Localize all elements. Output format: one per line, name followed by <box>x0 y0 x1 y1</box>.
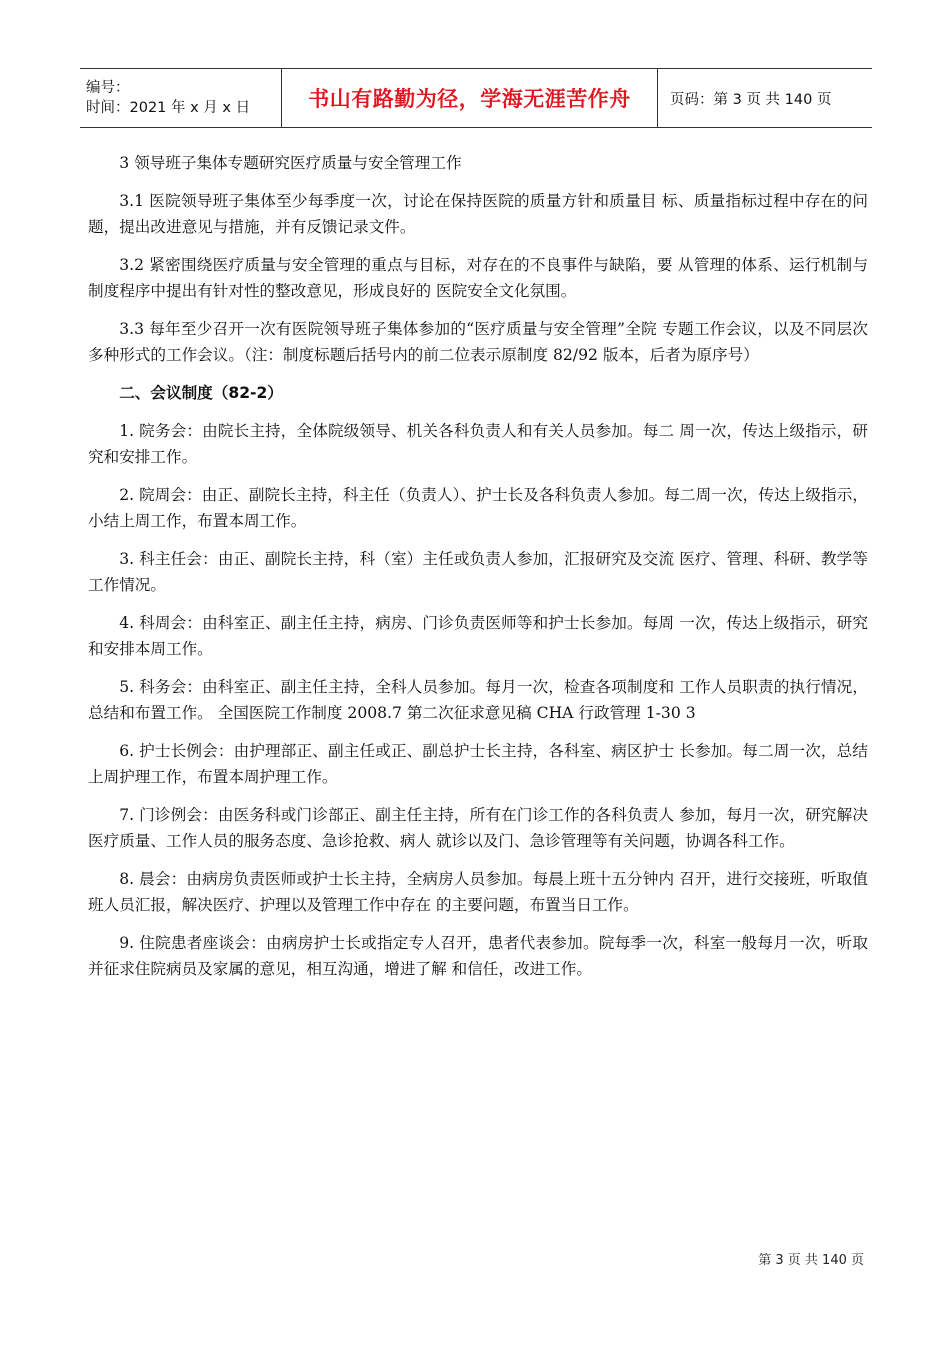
document-number-label: 编号： <box>86 80 130 96</box>
document-date: 时间：2021 年 x 月 x 日 <box>86 100 251 116</box>
paragraph-item-5: 5. 科务会：由科室正、副主任主持，全科人员参加。每月一次，检查各项制度和 工作人员职责的执行情况，总结和布置工作。 全国医院工作制度 2008.7 第二次征求意见稿 CHA 行政管理 1-30 3 <box>88 678 868 722</box>
paragraph-section-3: 3 领导班子集体专题研究医疗质量与安全管理工作 <box>119 154 462 172</box>
page-footer <box>758 1249 864 1268</box>
paragraph-item-7: 7. 门诊例会：由医务科或门诊部正、副主任主持，所有在门诊工作的各科负责人 参加，每月一次，研究解决医疗质量、工作人员的服务态度、急诊抢救、病人 就诊以及门、急诊管理等有关问题，协调各科工作。 <box>88 806 868 850</box>
paragraph-item-9: 9. 住院患者座谈会：由病房护士长或指定专人召开，患者代表参加。院每季一次，科室一般每月一次，听取并征求住院病员及家属的意见，相互沟通，增进了解 和信任，改进工作。 <box>88 934 868 978</box>
document-body <box>88 150 868 994</box>
header-motto-cell <box>282 69 658 127</box>
paragraph-item-1: 1. 院务会：由院长主持，全体院级领导、机关各科负责人和有关人员参加。每二 周一次，传达上级指示，研究和安排工作。 <box>88 422 868 466</box>
section-heading-meeting-system: 二、会议制度（82-2） <box>119 384 283 402</box>
paragraph-item-4: 4. 科周会：由科室正、副主任主持，病房、门诊负责医师等和护士长参加。每周 一次，传达上级指示，研究和安排本周工作。 <box>88 614 868 658</box>
paragraph-3-2: 3.2 紧密围绕医疗质量与安全管理的重点与目标，对存在的不良事件与缺陷，要 从管理的体系、运行机制与制度程序中提出有针对性的整改意见，形成良好的 医院安全文化氛围。 <box>88 256 868 300</box>
header-meta <box>80 69 282 127</box>
header-page-info: 页码：第 3 页 共 140 页 <box>670 91 832 108</box>
paragraph-3-3: 3.3 每年至少召开一次有医院领导班子集体参加的“医疗质量与安全管理”全院 专题工作会议，以及不同层次多种形式的工作会议。（注：制度标题后括号内的前二位表示原制度 82/92 版本，后者为原序号） <box>88 320 868 364</box>
paragraph-3-1: 3.1 医院领导班子集体至少每季度一次，讨论在保持医院的质量方针和质量目 标、质量指标过程中存在的问题，提出改进意见与措施，并有反馈记录文件。 <box>88 192 868 236</box>
paragraph-item-8: 8. 晨会：由病房负责医师或护士长主持，全病房人员参加。每晨上班十五分钟内 召开，进行交接班，听取值班人员汇报，解决医疗、护理以及管理工作中存在 的主要问题，布置当日工作。 <box>88 870 868 914</box>
footer-page-number: 第 3 页 共 140 页 <box>758 1253 864 1268</box>
paragraph-item-6: 6. 护士长例会：由护理部正、副主任或正、副总护士长主持，各科室、病区护士 长参加。每二周一次，总结上周护理工作，布置本周护理工作。 <box>88 742 868 786</box>
header-page-info-cell <box>658 69 872 127</box>
paragraph-item-2: 2. 院周会：由正、副院长主持，科主任（负责人）、护士长及各科负责人参加。每二周一次，传达上级指示，小结上周工作，布置本周工作。 <box>88 486 868 530</box>
paragraph-item-3: 3. 科主任会：由正、副院长主持，科（室）主任或负责人参加，汇报研究及交流 医疗、管理、科研、教学等工作情况。 <box>88 550 868 594</box>
header-motto: 书山有路勤为径，学海无涯苦作舟 <box>308 87 631 111</box>
page-header <box>80 68 872 128</box>
